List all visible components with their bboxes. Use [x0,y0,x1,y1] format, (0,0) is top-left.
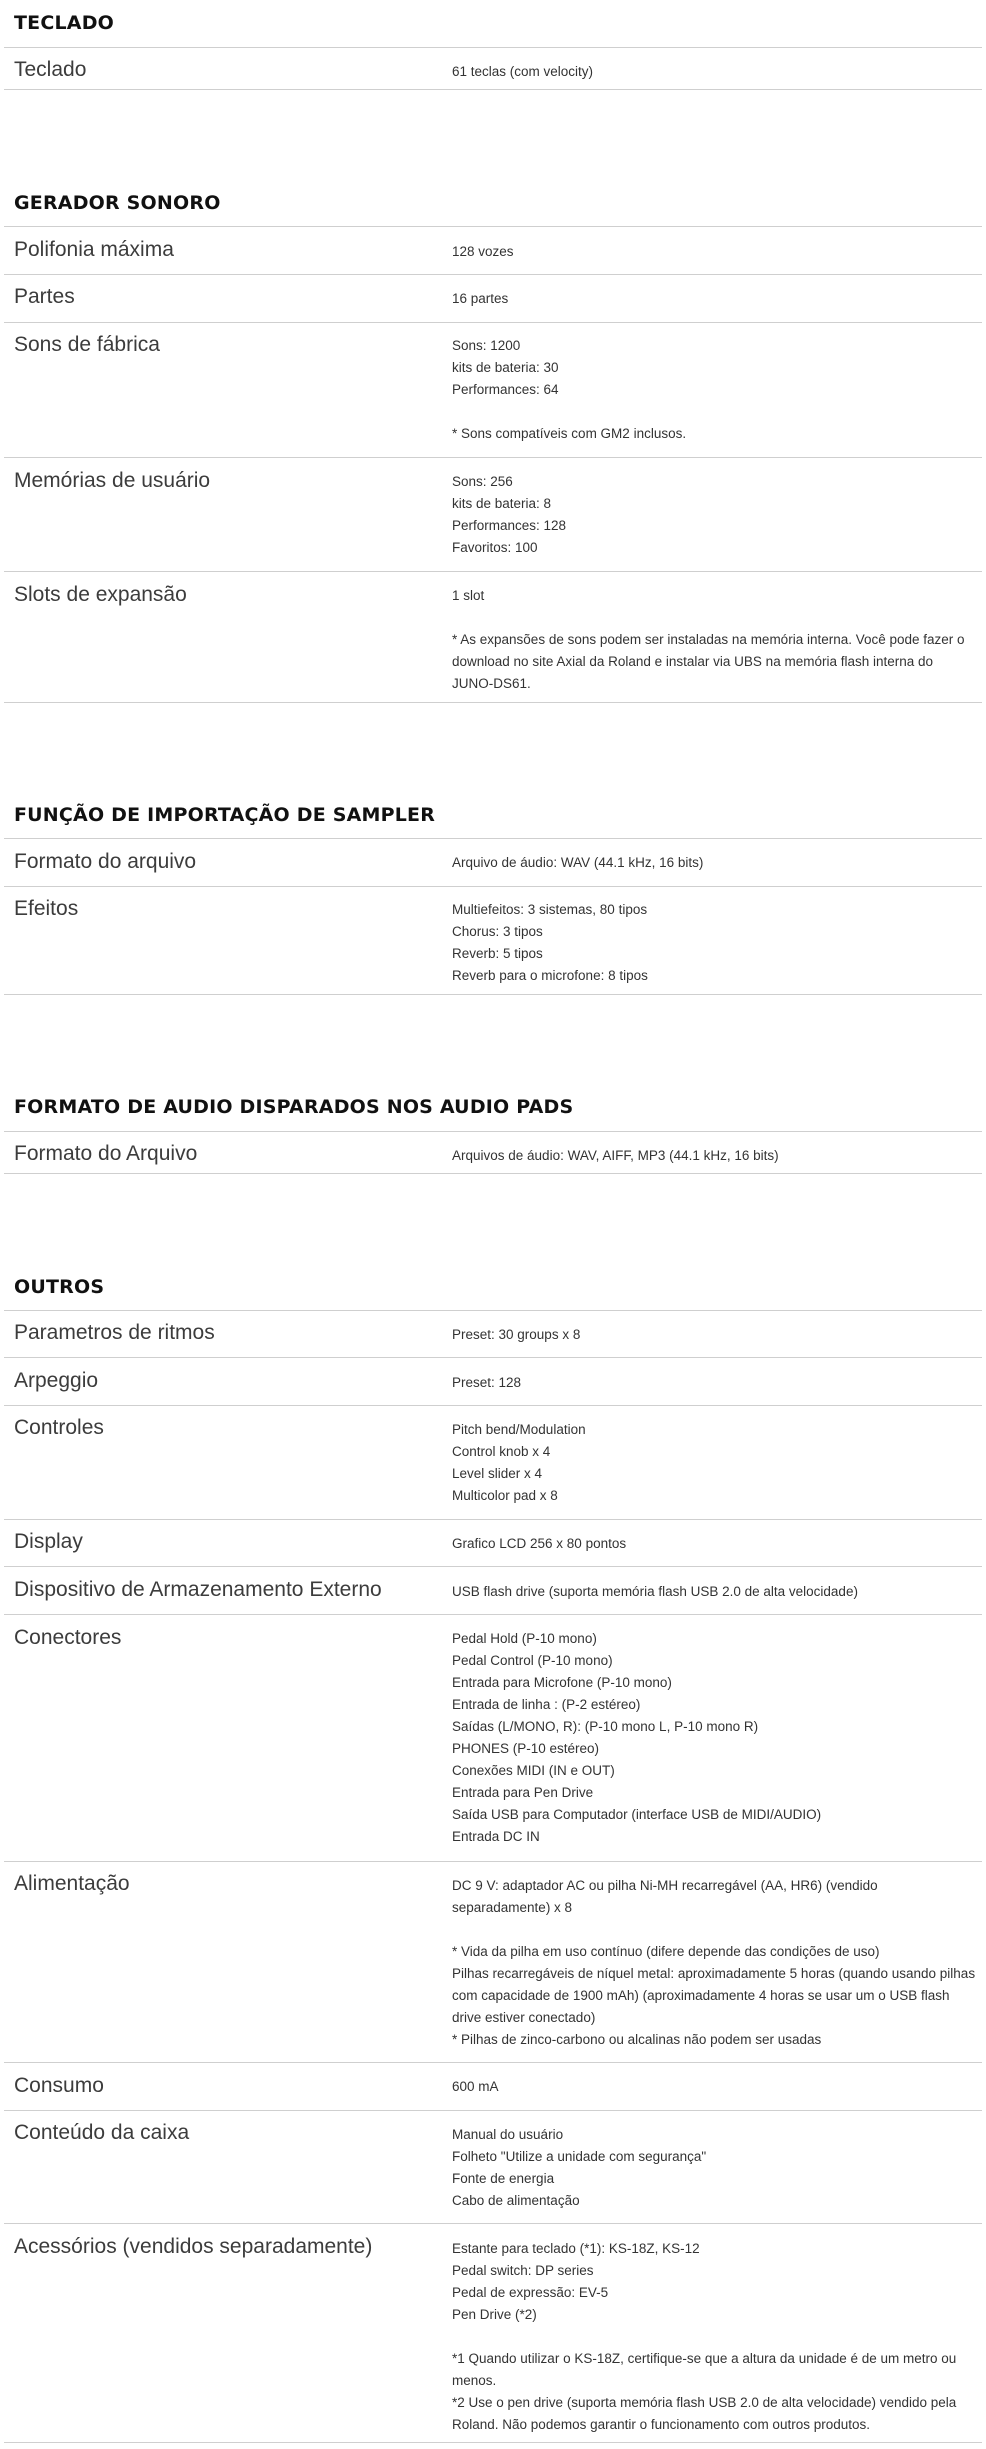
spec-label-armazenamento-externo: Dispositivo de Armazenamento Externo [14,1578,382,1601]
spec-label-controles: Controles [14,1416,104,1439]
spec-value-line: * Vida da pilha em uso contínuo (difere depende das condições de uso) [452,1944,880,1959]
spec-value-line: Level slider x 4 [452,1466,543,1481]
spec-value-line: Fonte de energia [452,2171,555,2186]
divider [4,1310,982,1311]
divider [4,1566,982,1567]
spec-value-controles [452,1419,977,1507]
divider [4,1173,982,1174]
spec-value-line [452,1919,977,1941]
divider [4,886,982,887]
spec-value-line: kits de bateria: 30 [452,360,559,375]
spec-value-line: Entrada para Pen Drive [452,1785,594,1800]
spec-value-line: Arquivo de áudio: WAV (44.1 kHz, 16 bits) [452,855,704,870]
spec-label-arpeggio: Arpeggio [14,1369,99,1392]
divider [4,457,982,458]
divider [4,994,982,995]
spec-value-line: Pedal de expressão: EV-5 [452,2285,609,2300]
spec-value-line: Performances: 64 [452,382,559,397]
divider [4,838,982,839]
spec-value-line: Arquivos de áudio: WAV, AIFF, MP3 (44.1 kHz, 16 bits) [452,1148,779,1163]
spec-value-line: Saídas (L/MONO, R): (P-10 mono L, P-10 mono R) [452,1719,759,1734]
divider [4,2110,982,2111]
spec-value-conteudo-da-caixa [452,2124,977,2212]
divider [4,702,982,703]
spec-value-consumo [452,2076,977,2098]
spec-value-line: Pilhas recarregáveis de níquel metal: aproximadamente 5 horas (quando usando pilhas com capacidade de 1900 mAh) (aproximadamente 4 horas se usar um o USB flash drive estiver conectado) [452,1966,976,2025]
section-title-audio-pads: FORMATO DE AUDIO DISPARADOS NOS AUDIO PADS [14,1096,574,1118]
spec-value-formato-do-arquivo [452,852,977,874]
spec-value-line: Control knob x 4 [452,1444,551,1459]
spec-value-partes [452,288,977,310]
spec-value-line: *2 Use o pen drive (suporta memória flash USB 2.0 de alta velocidade) vendido pela Roland. Não podemos garantir o funcionamento com outros produtos. [452,2395,957,2432]
spec-value-line: Pen Drive (*2) [452,2307,537,2322]
spec-value-line: Manual do usuário [452,2127,564,2142]
divider [4,226,982,227]
spec-value-line: Pedal Control (P-10 mono) [452,1653,613,1668]
spec-value-conectores [452,1628,977,1848]
spec-value-line: Conexões MIDI (IN e OUT) [452,1763,615,1778]
divider [4,1405,982,1406]
spec-value-parametros-de-ritmos [452,1324,977,1346]
spec-value-line: Estante para teclado (*1): KS-18Z, KS-12 [452,2241,700,2256]
spec-value-line: Reverb: 5 tipos [452,946,543,961]
spec-label-polifonia: Polifonia máxima [14,238,174,261]
spec-value-line: Multiefeitos: 3 sistemas, 80 tipos [452,902,648,917]
divider [4,1357,982,1358]
spec-value-memorias-de-usuario [452,471,977,559]
spec-label-efeitos: Efeitos [14,897,79,920]
spec-label-consumo: Consumo [14,2074,104,2097]
section-title-importacao-sampler: FUNÇÃO DE IMPORTAÇÃO DE SAMPLER [14,804,436,826]
spec-value-line: Grafico LCD 256 x 80 pontos [452,1536,627,1551]
spec-value-efeitos [452,899,977,987]
spec-value-line: Preset: 128 [452,1375,522,1390]
spec-value-armazenamento-externo [452,1581,977,1603]
divider [4,322,982,323]
spec-value-polifonia [452,241,977,263]
divider [4,2062,982,2063]
divider [4,1519,982,1520]
spec-value-line: * Sons compatíveis com GM2 inclusos. [452,426,687,441]
divider [4,89,982,90]
spec-value-line: PHONES (P-10 estéreo) [452,1741,600,1756]
divider [4,2442,982,2443]
spec-value-line: Entrada DC IN [452,1829,540,1844]
spec-value-line: Chorus: 3 tipos [452,924,543,939]
divider [4,1614,982,1615]
spec-label-memorias-de-usuario: Memórias de usuário [14,469,211,492]
spec-value-line [452,401,977,423]
spec-value-formato-audio-pads [452,1145,977,1167]
spec-label-sons-de-fabrica: Sons de fábrica [14,333,160,356]
spec-value-teclado [452,61,977,83]
spec-label-partes: Partes [14,285,75,308]
spec-value-line: 128 vozes [452,244,514,259]
divider [4,2223,982,2224]
spec-value-line: Favoritos: 100 [452,540,538,555]
spec-value-line: DC 9 V: adaptador AC ou pilha Ni-MH recarregável (AA, HR6) (vendido separadamente) x 8 [452,1878,878,1915]
spec-value-line: * As expansões de sons podem ser instaladas na memória interna. Você pode fazer o download no site Axial da Roland e instalar via UBS na memória flash interna do JUNO-DS61. [452,632,965,691]
spec-value-line: USB flash drive (suporta memória flash USB 2.0 de alta velocidade) [452,1584,858,1599]
spec-value-line: Multicolor pad x 8 [452,1488,558,1503]
spec-value-line: Pedal switch: DP series [452,2263,594,2278]
spec-value-line: Folheto "Utilize a unidade com segurança" [452,2149,707,2164]
spec-value-line: Saída USB para Computador (interface USB de MIDI/AUDIO) [452,1807,822,1822]
divider [4,47,982,48]
spec-label-teclado: Teclado [14,58,87,81]
spec-value-line: Sons: 256 [452,474,513,489]
spec-value-line: *1 Quando utilizar o KS-18Z, certifique-se que a altura da unidade é de um metro ou menos. [452,2351,957,2388]
spec-label-slots-de-expansao: Slots de expansão [14,583,187,606]
spec-value-line: Sons: 1200 [452,338,521,353]
spec-value-line: Preset: 30 groups x 8 [452,1327,581,1342]
spec-value-line: Pedal Hold (P-10 mono) [452,1631,597,1646]
spec-value-line: kits de bateria: 8 [452,496,552,511]
spec-label-conectores: Conectores [14,1626,122,1649]
divider [4,571,982,572]
spec-value-line: 61 teclas (com velocity) [452,64,594,79]
spec-value-display [452,1533,977,1555]
spec-value-line: 1 slot [452,588,485,603]
spec-value-alimentacao [452,1875,977,2051]
spec-value-acessorios [452,2238,977,2436]
divider [4,1131,982,1132]
spec-label-formato-audio-pads: Formato do Arquivo [14,1142,198,1165]
spec-value-slots-de-expansao [452,585,977,695]
spec-value-line: Pitch bend/Modulation [452,1422,586,1437]
spec-label-conteudo-da-caixa: Conteúdo da caixa [14,2121,190,2144]
spec-value-line: Entrada de linha : (P-2 estéreo) [452,1697,641,1712]
section-title-gerador-sonoro: GERADOR SONORO [14,192,221,214]
spec-value-line: Performances: 128 [452,518,567,533]
section-title-teclado: TECLADO [14,12,115,34]
spec-value-arpeggio [452,1372,977,1394]
spec-value-line: Entrada para Microfone (P-10 mono) [452,1675,672,1690]
spec-value-line: Cabo de alimentação [452,2193,580,2208]
spec-value-line [452,607,977,629]
spec-value-sons-de-fabrica [452,335,977,445]
divider [4,274,982,275]
divider [4,1861,982,1862]
spec-label-display: Display [14,1530,83,1553]
spec-value-line: * Pilhas de zinco-carbono ou alcalinas não podem ser usadas [452,2032,822,2047]
spec-value-line [452,2326,977,2348]
spec-value-line: Reverb para o microfone: 8 tipos [452,968,648,983]
spec-value-line: 16 partes [452,291,509,306]
spec-label-parametros-de-ritmos: Parametros de ritmos [14,1321,215,1344]
section-title-outros: OUTROS [14,1276,105,1298]
spec-label-alimentacao: Alimentação [14,1872,130,1895]
spec-value-line: 600 mA [452,2079,499,2094]
spec-label-formato-do-arquivo: Formato do arquivo [14,850,197,873]
spec-label-acessorios: Acessórios (vendidos separadamente) [14,2235,373,2258]
